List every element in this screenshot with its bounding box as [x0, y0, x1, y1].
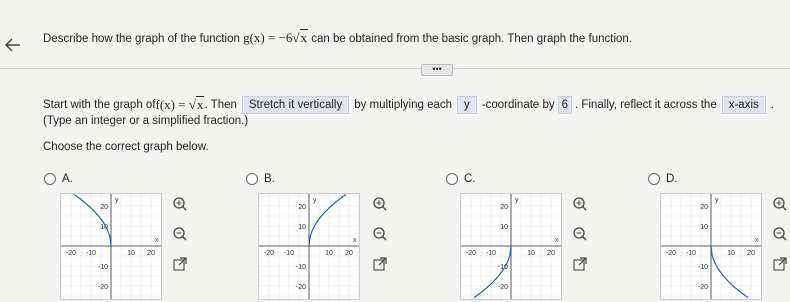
x-tick-label: 10 — [325, 250, 333, 257]
zoom-out-icon[interactable] — [772, 226, 788, 242]
answer-text-4: -coordinate by — [481, 99, 555, 111]
x-tick-label: 20 — [547, 250, 555, 257]
option-c[interactable] — [446, 173, 476, 185]
x-tick-label: -20 — [263, 250, 275, 257]
external-link-icon[interactable] — [172, 256, 188, 272]
y-tick-label: -10 — [97, 264, 108, 271]
x-tick-label: 20 — [747, 250, 755, 257]
graph-b[interactable] — [258, 193, 360, 300]
y-tick-label: 20 — [700, 204, 708, 211]
answer-text-1: Start with the graph of — [43, 99, 156, 111]
x-tick-label: 20 — [345, 250, 353, 257]
function-g: g(x) = −6√x — [243, 30, 308, 45]
y-tick-label: 10 — [100, 224, 108, 231]
y-tick-label: -20 — [497, 284, 508, 291]
y-tick-label: -20 — [97, 284, 108, 291]
option-a[interactable] — [44, 173, 73, 185]
y-tick-label: -10 — [497, 264, 508, 271]
y-tick-label: -10 — [697, 264, 708, 271]
function-f: f(x) = √x — [155, 97, 204, 112]
x-axis-label: x — [555, 237, 559, 244]
radio-d[interactable] — [648, 173, 660, 185]
external-link-icon[interactable] — [372, 256, 388, 272]
x-tick-label: -20 — [665, 250, 677, 257]
transformation-dropdown[interactable]: Stretch it vertically — [242, 96, 349, 114]
radio-a[interactable] — [44, 173, 56, 185]
option-d[interactable] — [648, 173, 678, 185]
question-prefix: Describe how the graph of the function — [43, 33, 244, 45]
zoom-in-icon[interactable] — [772, 196, 788, 212]
answer-text-2: . Then — [204, 99, 237, 111]
option-d-label: D. — [666, 173, 678, 185]
x-axis-label: x — [755, 237, 759, 244]
y-tick-label: 20 — [100, 204, 108, 211]
x-axis-label: x — [353, 237, 357, 244]
graph-a[interactable] — [60, 193, 162, 300]
radio-b[interactable] — [246, 173, 258, 185]
zoom-in-icon[interactable] — [172, 196, 188, 212]
x-tick-label: 20 — [147, 250, 155, 257]
y-axis-label: y — [715, 197, 719, 204]
option-c-label: C. — [464, 173, 476, 185]
x-tick-label: -10 — [85, 250, 97, 257]
option-b[interactable] — [246, 173, 275, 185]
x-tick-label: -20 — [65, 250, 77, 257]
zoom-in-icon[interactable] — [572, 196, 588, 212]
zoom-out-icon[interactable] — [572, 226, 588, 242]
y-axis-label: y — [313, 197, 317, 204]
answer-text-5: . Finally, reflect it across the — [575, 99, 717, 111]
y-tick-label: 10 — [700, 224, 708, 231]
back-arrow-icon[interactable] — [2, 34, 24, 56]
x-tick-label: 10 — [127, 250, 135, 257]
external-link-icon[interactable] — [772, 256, 788, 272]
external-link-icon[interactable] — [572, 256, 588, 272]
radio-c[interactable] — [446, 173, 458, 185]
zoom-in-icon[interactable] — [372, 196, 388, 212]
divider — [0, 68, 790, 69]
y-tick-label: -20 — [697, 284, 708, 291]
question-text — [43, 30, 632, 46]
graph-d[interactable] — [660, 193, 762, 300]
more-button[interactable]: ••• — [421, 64, 453, 76]
answer-text-3: by multiplying each — [354, 99, 453, 111]
x-tick-label: -10 — [685, 250, 697, 257]
y-tick-label: 20 — [298, 204, 306, 211]
prompt-text: Choose the correct graph below. — [43, 141, 209, 153]
graph-c[interactable] — [460, 193, 562, 300]
coordinate-dropdown[interactable]: y — [457, 96, 477, 114]
sqrt-symbol: √x — [188, 97, 204, 112]
sqrt-symbol: √x — [292, 30, 308, 45]
function-curve — [74, 194, 111, 246]
answer-text-6: . — [770, 99, 774, 111]
zoom-out-icon[interactable] — [172, 226, 188, 242]
option-b-label: B. — [264, 173, 275, 185]
question-suffix: can be obtained from the basic graph. Then graph the function. — [308, 33, 632, 45]
y-tick-label: 10 — [298, 224, 306, 231]
hint-text: (Type an integer or a simplified fraction.) — [43, 115, 249, 127]
y-tick-label: 10 — [500, 224, 508, 231]
x-tick-label: -10 — [485, 250, 497, 257]
y-tick-label: -10 — [295, 264, 306, 271]
answer-line — [43, 96, 774, 114]
x-tick-label: 10 — [527, 250, 535, 257]
y-axis-label: y — [115, 197, 119, 204]
x-tick-label: -10 — [283, 250, 295, 257]
x-tick-label: -20 — [465, 250, 477, 257]
option-a-label: A. — [62, 173, 73, 185]
y-axis-label: y — [515, 197, 519, 204]
x-tick-label: 10 — [727, 250, 735, 257]
zoom-out-icon[interactable] — [372, 226, 388, 242]
x-axis-label: x — [155, 237, 159, 244]
y-tick-label: -20 — [295, 284, 306, 291]
factor-input[interactable]: 6 — [558, 96, 572, 114]
y-tick-label: 20 — [500, 204, 508, 211]
axis-dropdown[interactable]: x-axis — [722, 96, 766, 114]
